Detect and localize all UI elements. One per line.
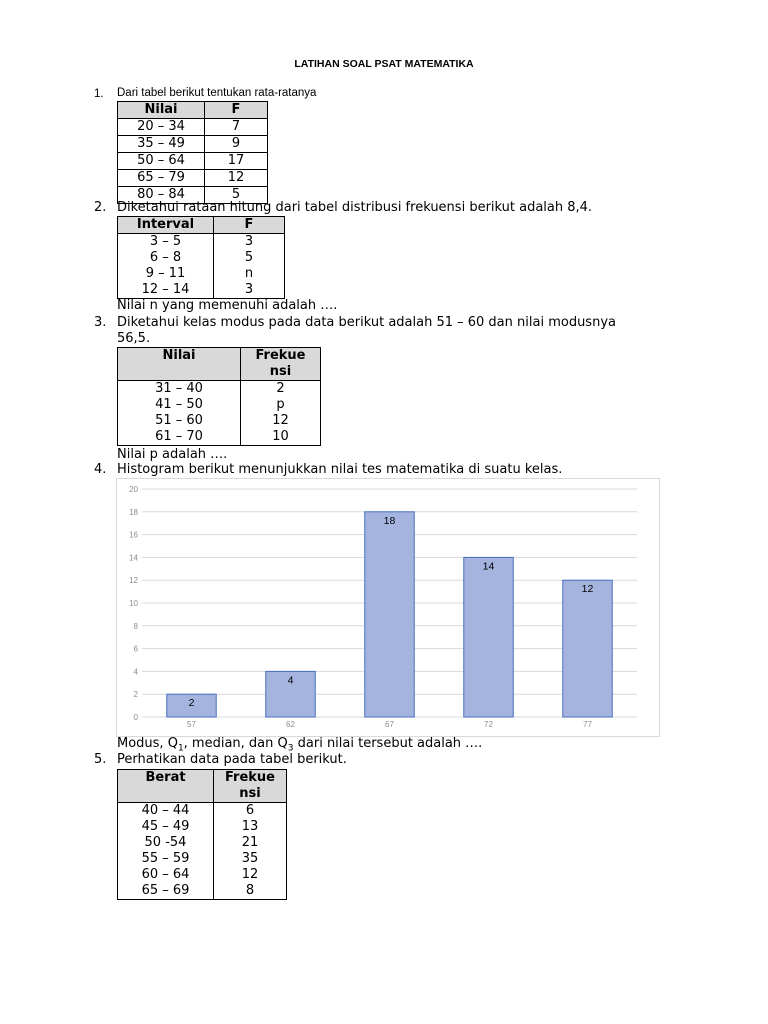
q3-header-frek-part2: nsi [269,364,292,379]
data-label: 12 [581,583,594,596]
q3-table [117,347,321,446]
table-cell: 65 – 79 [118,170,205,187]
q1-number: 1. [94,88,104,100]
y-tick-label: 12 [129,576,138,586]
table-cell: 60 – 64 [118,867,214,883]
table-cell: 9 – 11 [118,266,214,282]
x-tick-label: 67 [385,720,394,729]
table-cell: p [241,397,321,413]
x-tick-label: 72 [484,720,493,729]
table-cell: 12 [241,413,321,429]
table-cell: 31 – 40 [118,381,241,398]
table-cell: 65 – 69 [118,883,214,900]
table-cell: 45 – 49 [118,819,214,835]
q5-header-frek-part1: Frekue [225,770,275,785]
q2-after: Nilai n yang memenuhi adalah …. [117,298,338,313]
table-cell: 8 [214,883,287,900]
table-cell: 7 [205,119,268,136]
q2-table [117,216,285,299]
q5-header-frek-part2: nsi [239,786,261,801]
table-cell: 3 [214,234,285,251]
data-label: 14 [482,560,495,573]
table-cell: 5 [214,250,285,266]
q4-after-sub1: 1 [177,743,184,754]
q1-table [117,101,268,204]
q4-after [117,736,482,754]
bar [365,512,415,717]
q2-header-interval: Interval [118,217,214,234]
table-cell: 35 [214,851,287,867]
q5-number: 5. [94,752,107,767]
table-cell: 2 [241,381,321,398]
table-cell: 50 – 64 [118,153,205,170]
q3-number: 3. [94,315,107,330]
q3-header-frekuensi [241,348,321,381]
histogram-chart [116,478,660,737]
y-tick-label: 18 [129,507,138,517]
table-cell: 13 [214,819,287,835]
table-cell: 12 [205,170,268,187]
table-cell: 51 – 60 [118,413,241,429]
table-cell: n [214,266,285,282]
table-cell: 35 – 49 [118,136,205,153]
x-tick-label: 57 [187,720,196,729]
q2-text: Diketahui rataan hitung dari tabel distribusi frekuensi berikut adalah 8,4. [117,200,593,215]
y-tick-label: 14 [129,553,138,563]
y-tick-label: 20 [129,485,138,494]
document-title: LATIHAN SOAL PSAT MATEMATIKA [294,58,474,70]
table-cell: 40 – 44 [118,803,214,820]
histogram-svg [117,479,659,736]
q5-header-berat: Berat [118,770,214,803]
table-cell: 12 – 14 [118,282,214,299]
table-cell: 61 – 70 [118,429,241,446]
y-tick-label: 4 [133,667,138,677]
table-cell: 41 – 50 [118,397,241,413]
y-tick-label: 10 [129,599,138,608]
table-cell: 6 – 8 [118,250,214,266]
table-cell: 9 [205,136,268,153]
q4-number: 4. [94,462,107,477]
q1-text: Dari tabel berikut tentukan rata-ratanya [117,87,317,99]
bar [464,557,514,717]
table-cell: 21 [214,835,287,851]
q3-header-frek-part1: Frekue [255,348,306,363]
y-tick-label: 2 [133,690,138,700]
q4-after-part3: dari nilai tersebut adalah …. [293,736,483,751]
q3-text-line2: 56,5. [117,331,151,346]
q5-text: Perhatikan data pada tabel berikut. [117,752,347,767]
q1-header-nilai: Nilai [118,102,205,119]
q5-header-frekuensi [214,770,287,803]
data-label: 18 [383,514,396,527]
q2-number: 2. [94,200,107,215]
q4-text: Histogram berikut menunjukkan nilai tes matematika di suatu kelas. [117,462,563,477]
q1-header-f: F [205,102,268,119]
q3-text-line1: Diketahui kelas modus pada data berikut adalah 51 – 60 dan nilai modusnya [117,315,616,330]
q3-after: Nilai p adalah …. [117,447,228,462]
q3-header-nilai: Nilai [118,348,241,381]
table-cell: 20 – 34 [118,119,205,136]
y-tick-label: 16 [129,530,138,540]
table-cell: 17 [205,153,268,170]
x-tick-label: 62 [286,720,295,729]
y-tick-label: 0 [133,713,138,722]
y-tick-label: 8 [133,621,138,631]
x-tick-label: 77 [583,720,592,729]
y-tick-label: 6 [133,644,138,654]
bar [563,580,613,717]
data-label: 4 [287,674,294,687]
q2-header-f: F [214,217,285,234]
table-cell: 6 [214,803,287,820]
data-label: 2 [188,697,195,710]
table-cell: 10 [241,429,321,446]
q5-table [117,769,287,900]
table-cell: 3 – 5 [118,234,214,251]
table-cell: 5 [205,187,268,204]
q4-after-part1: Modus, Q [117,736,178,751]
table-cell: 3 [214,282,285,299]
q4-after-part2: , median, dan Q [183,736,288,751]
table-cell: 50 -54 [118,835,214,851]
table-cell: 12 [214,867,287,883]
table-cell: 55 – 59 [118,851,214,867]
table-cell: 80 – 84 [118,187,205,204]
q4-after-sub3: 3 [287,743,294,754]
